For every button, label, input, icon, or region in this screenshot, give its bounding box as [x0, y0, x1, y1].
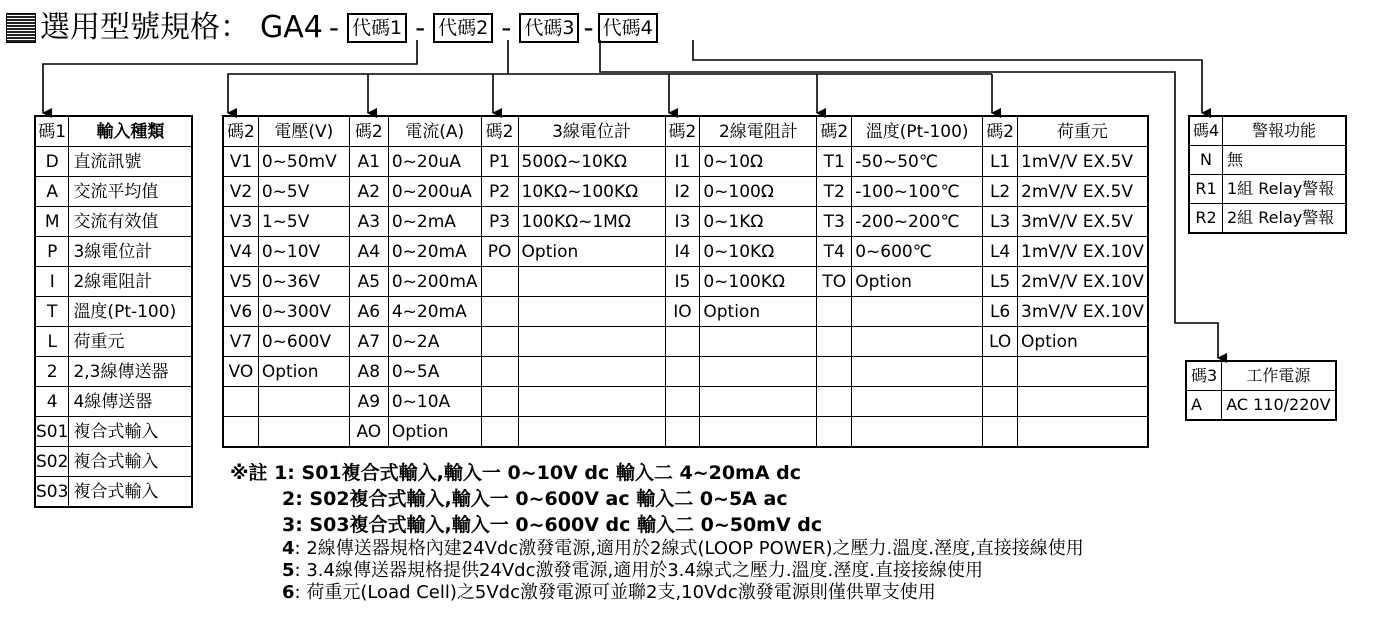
table-cell: T2 — [817, 177, 852, 207]
table-row — [223, 297, 1148, 327]
table-cell — [983, 357, 1018, 387]
table-cell — [983, 387, 1018, 417]
table-cell — [852, 357, 983, 387]
separator: - — [583, 11, 594, 44]
table-cell: AO — [349, 417, 388, 448]
note-2: 2: S02複合式輸入,輸入一 0~600V ac 輸入二 0~5A ac — [282, 488, 788, 510]
table-cell: M — [35, 207, 69, 237]
header-cell: 碼4 — [1189, 116, 1223, 146]
header-cell: 碼2 — [665, 116, 700, 147]
table-cell — [481, 417, 518, 448]
table-cell: VO — [223, 357, 258, 387]
table-cell: Option — [1018, 327, 1148, 357]
table-cell: 1~5V — [258, 207, 349, 237]
table-header-row — [223, 116, 1148, 147]
table-cell: 4線傳送器 — [69, 387, 193, 417]
code3-box: 代碼3 — [519, 13, 579, 43]
table-row — [35, 177, 192, 207]
table-cell: 0~5A — [388, 357, 481, 387]
table-cell: -200~200℃ — [852, 207, 983, 237]
table-cell: 0~10KΩ — [700, 237, 817, 267]
table-cell: 交流平均值 — [69, 177, 193, 207]
table-row — [35, 147, 192, 177]
table-row — [223, 177, 1148, 207]
table-cell: 溫度(Pt-100) — [69, 297, 193, 327]
table-cell — [481, 297, 518, 327]
table-row — [223, 357, 1148, 387]
table-cell: T4 — [817, 237, 852, 267]
table-cell — [481, 387, 518, 417]
table-row — [35, 297, 192, 327]
table-row — [223, 387, 1148, 417]
table-cell: T3 — [817, 207, 852, 237]
table-cell — [700, 357, 817, 387]
separator: - — [328, 11, 339, 44]
table-cell: L3 — [983, 207, 1018, 237]
table-cell: 交流有效值 — [69, 207, 193, 237]
table-cell — [852, 387, 983, 417]
header-cell: 碼1 — [35, 116, 69, 147]
table-cell: A8 — [349, 357, 388, 387]
table-cell: Option — [852, 267, 983, 297]
table-cell: 1組 Relay警報 — [1223, 175, 1347, 204]
table-cell — [817, 297, 852, 327]
table-row — [223, 327, 1148, 357]
table-cell: 2組 Relay警報 — [1223, 204, 1347, 234]
table-cell — [518, 417, 665, 448]
table-cell — [665, 417, 700, 448]
table-cell: 2,3線傳送器 — [69, 357, 193, 387]
table-cell: 2線電阻計 — [69, 267, 193, 297]
table-cell: 2mV/V EX.10V — [1018, 267, 1148, 297]
table-cell: 4~20mA — [388, 297, 481, 327]
table-cell: I2 — [665, 177, 700, 207]
table-cell: 0~50mV — [258, 147, 349, 177]
table-row — [223, 417, 1148, 448]
table-row — [1189, 175, 1346, 204]
table-cell — [481, 357, 518, 387]
note-number: 6 — [282, 582, 295, 603]
table-cell: 10KΩ~100KΩ — [518, 177, 665, 207]
table-cell: 荷重元 — [69, 327, 193, 357]
table-cell: A3 — [349, 207, 388, 237]
table-cell: I1 — [665, 147, 700, 177]
table-row — [35, 207, 192, 237]
table-cell: L6 — [983, 297, 1018, 327]
table-cell: -100~100℃ — [852, 177, 983, 207]
table-row — [1189, 146, 1346, 175]
table-cell: 3mV/V EX.5V — [1018, 207, 1148, 237]
table-cell: 0~1KΩ — [700, 207, 817, 237]
power-table — [1185, 360, 1337, 421]
table-cell: 0~36V — [258, 267, 349, 297]
table-row — [35, 387, 192, 417]
table-cell: 2mV/V EX.5V — [1018, 177, 1148, 207]
table-cell: Option — [258, 357, 349, 387]
separator: - — [501, 11, 512, 44]
table-cell: L4 — [983, 237, 1018, 267]
table-cell — [852, 327, 983, 357]
note-text: : 3.4線傳送器規格提供24Vdc激發電源,適用於3.4線式之壓力.溫度.溼度.直接接線使用 — [294, 560, 983, 581]
table-cell: D — [35, 147, 69, 177]
table-cell: 0~2A — [388, 327, 481, 357]
table-cell: 0~100KΩ — [700, 267, 817, 297]
table-cell: 0~20mA — [388, 237, 481, 267]
table-cell: V7 — [223, 327, 258, 357]
table-cell: 直流訊號 — [69, 147, 193, 177]
table-cell: 0~10Ω — [700, 147, 817, 177]
table-cell — [817, 387, 852, 417]
table-cell: 0~10V — [258, 237, 349, 267]
table-cell: -50~50℃ — [852, 147, 983, 177]
table-row — [35, 327, 192, 357]
note-number: 4 — [282, 538, 295, 559]
code1-box: 代碼1 — [347, 13, 407, 43]
table-cell: Option — [518, 237, 665, 267]
table-cell: LO — [983, 327, 1018, 357]
table-cell — [817, 327, 852, 357]
table-cell — [518, 297, 665, 327]
code2-box: 代碼2 — [433, 13, 493, 43]
table-cell: 0~600℃ — [852, 237, 983, 267]
table-cell: A5 — [349, 267, 388, 297]
table-cell: S02 — [35, 447, 69, 477]
table-cell: V4 — [223, 237, 258, 267]
table-cell: A — [1186, 391, 1222, 421]
table-cell: A — [35, 177, 69, 207]
table-cell: 1mV/V EX.10V — [1018, 237, 1148, 267]
header-cell: 碼2 — [817, 116, 852, 147]
table-header-row — [1186, 361, 1336, 391]
table-cell — [481, 327, 518, 357]
header-cell: 警報功能 — [1223, 116, 1347, 146]
note-5 — [282, 560, 1084, 582]
table-cell: L2 — [983, 177, 1018, 207]
table-cell — [700, 387, 817, 417]
table-cell: P — [35, 237, 69, 267]
table-cell — [700, 327, 817, 357]
table-cell: L — [35, 327, 69, 357]
table-row — [1186, 391, 1336, 421]
table-cell: 無 — [1223, 146, 1347, 175]
note-6 — [282, 582, 1084, 604]
table-cell: AC 110/220V — [1222, 391, 1336, 421]
table-cell: 複合式輸入 — [69, 417, 193, 447]
table-row — [35, 447, 192, 477]
header-cell: 溫度(Pt-100) — [852, 116, 983, 147]
table-cell — [1018, 387, 1148, 417]
table-cell — [481, 267, 518, 297]
table-cell: S01 — [35, 417, 69, 447]
table-cell: P3 — [481, 207, 518, 237]
table-cell: 3線電位計 — [69, 237, 193, 267]
table-cell — [817, 417, 852, 448]
note-4 — [282, 538, 1084, 560]
table-cell: V2 — [223, 177, 258, 207]
table-cell — [518, 357, 665, 387]
table-cell — [700, 417, 817, 448]
table-cell: P2 — [481, 177, 518, 207]
table-cell: R1 — [1189, 175, 1223, 204]
table-cell — [518, 267, 665, 297]
table-cell — [852, 297, 983, 327]
table-header-row — [35, 116, 192, 147]
code4-connector — [693, 40, 1202, 113]
title-prefix: 選用型號規格： — [40, 10, 250, 45]
table-cell: A2 — [349, 177, 388, 207]
table-cell: V5 — [223, 267, 258, 297]
table-cell: I5 — [665, 267, 700, 297]
table-cell: P1 — [481, 147, 518, 177]
table-cell — [518, 387, 665, 417]
table-cell: 2 — [35, 357, 69, 387]
table-cell: A6 — [349, 297, 388, 327]
table-cell: 0~600V — [258, 327, 349, 357]
table-cell: PO — [481, 237, 518, 267]
table-cell: 複合式輸入 — [69, 477, 193, 508]
table-cell: 500Ω~10KΩ — [518, 147, 665, 177]
table-cell: R2 — [1189, 204, 1223, 234]
table-cell: 0~200mA — [388, 267, 481, 297]
code1-connector — [43, 40, 417, 113]
table-cell — [665, 327, 700, 357]
table-cell: Option — [388, 417, 481, 448]
table-row — [35, 267, 192, 297]
header-cell: 2線電阻計 — [700, 116, 817, 147]
table-cell: V3 — [223, 207, 258, 237]
header-cell: 輸入種類 — [69, 116, 193, 147]
header-cell: 碼2 — [223, 116, 258, 147]
table-row — [35, 417, 192, 447]
input-type-table — [34, 115, 193, 508]
header-cell: 碼2 — [349, 116, 388, 147]
table-cell — [1018, 357, 1148, 387]
table-row — [35, 357, 192, 387]
code4-box: 代碼4 — [598, 13, 658, 43]
table-cell: I4 — [665, 237, 700, 267]
table-cell: 4 — [35, 387, 69, 417]
table-cell: N — [1189, 146, 1223, 175]
table-cell: 0~300V — [258, 297, 349, 327]
header-cell: 工作電源 — [1222, 361, 1336, 391]
table-cell: IO — [665, 297, 700, 327]
table-cell: 0~10A — [388, 387, 481, 417]
note-3: 3: S03複合式輸入,輸入一 0~600V dc 輸入二 0~50mV dc — [282, 514, 823, 536]
table-cell — [665, 387, 700, 417]
header-cell: 3線電位計 — [518, 116, 665, 147]
model-name: GA4 — [260, 10, 323, 45]
table-row — [223, 237, 1148, 267]
table-cell — [223, 417, 258, 448]
table-cell: Option — [700, 297, 817, 327]
note-1: ※註 1: S01複合式輸入,輸入一 0~10V dc 輸入二 4~20mA dc — [230, 462, 802, 484]
header-cell: 荷重元 — [1018, 116, 1148, 147]
header-cell: 碼2 — [481, 116, 518, 147]
table-cell: 1mV/V EX.5V — [1018, 147, 1148, 177]
table-cell: A1 — [349, 147, 388, 177]
header-cell: 電壓(V) — [258, 116, 349, 147]
alarm-table — [1188, 115, 1347, 234]
table-cell: 複合式輸入 — [69, 447, 193, 477]
table-cell: 0~5V — [258, 177, 349, 207]
table-row — [223, 147, 1148, 177]
separator: - — [415, 11, 426, 44]
note-text: : 荷重元(Load Cell)之5Vdc激發電源可並聯2支,10Vdc激發電源則僅供單支使用 — [294, 582, 936, 603]
table-cell: T1 — [817, 147, 852, 177]
notes-section — [230, 460, 1084, 604]
table-cell — [665, 357, 700, 387]
table-cell: 0~200uA — [388, 177, 481, 207]
header-cell: 碼3 — [1186, 361, 1222, 391]
table-cell: I3 — [665, 207, 700, 237]
table-cell — [258, 387, 349, 417]
table-row — [1189, 204, 1346, 234]
table-cell — [223, 387, 258, 417]
table-cell: 100KΩ~1MΩ — [518, 207, 665, 237]
table-row — [223, 207, 1148, 237]
table-cell — [817, 357, 852, 387]
table-row — [223, 267, 1148, 297]
table-cell: TO — [817, 267, 852, 297]
table-row — [35, 477, 192, 508]
table-cell — [983, 417, 1018, 448]
table-cell: A9 — [349, 387, 388, 417]
note-number: 5 — [282, 560, 295, 581]
header-cell: 電流(A) — [388, 116, 481, 147]
header-cell: 碼2 — [983, 116, 1018, 147]
table-cell: L1 — [983, 147, 1018, 177]
table-cell: T — [35, 297, 69, 327]
table-cell: 0~20uA — [388, 147, 481, 177]
table-cell: 3mV/V EX.10V — [1018, 297, 1148, 327]
table-cell: V6 — [223, 297, 258, 327]
range-table — [222, 115, 1149, 448]
table-cell — [852, 417, 983, 448]
note-text: : 2線傳送器規格內建24Vdc激發電源,適用於2線式(LOOP POWER)之壓力.溫度.溼度,直接接線使用 — [294, 538, 1084, 559]
table-cell: A7 — [349, 327, 388, 357]
table-cell: V1 — [223, 147, 258, 177]
table-cell: 0~2mA — [388, 207, 481, 237]
table-row — [35, 237, 192, 267]
table-cell: S03 — [35, 477, 69, 508]
table-cell — [1018, 417, 1148, 448]
table-cell: A4 — [349, 237, 388, 267]
table-header-row — [1189, 116, 1346, 146]
table-cell — [518, 327, 665, 357]
table-cell: L5 — [983, 267, 1018, 297]
table-cell: 0~100Ω — [700, 177, 817, 207]
table-cell — [258, 417, 349, 448]
table-cell: I — [35, 267, 69, 297]
